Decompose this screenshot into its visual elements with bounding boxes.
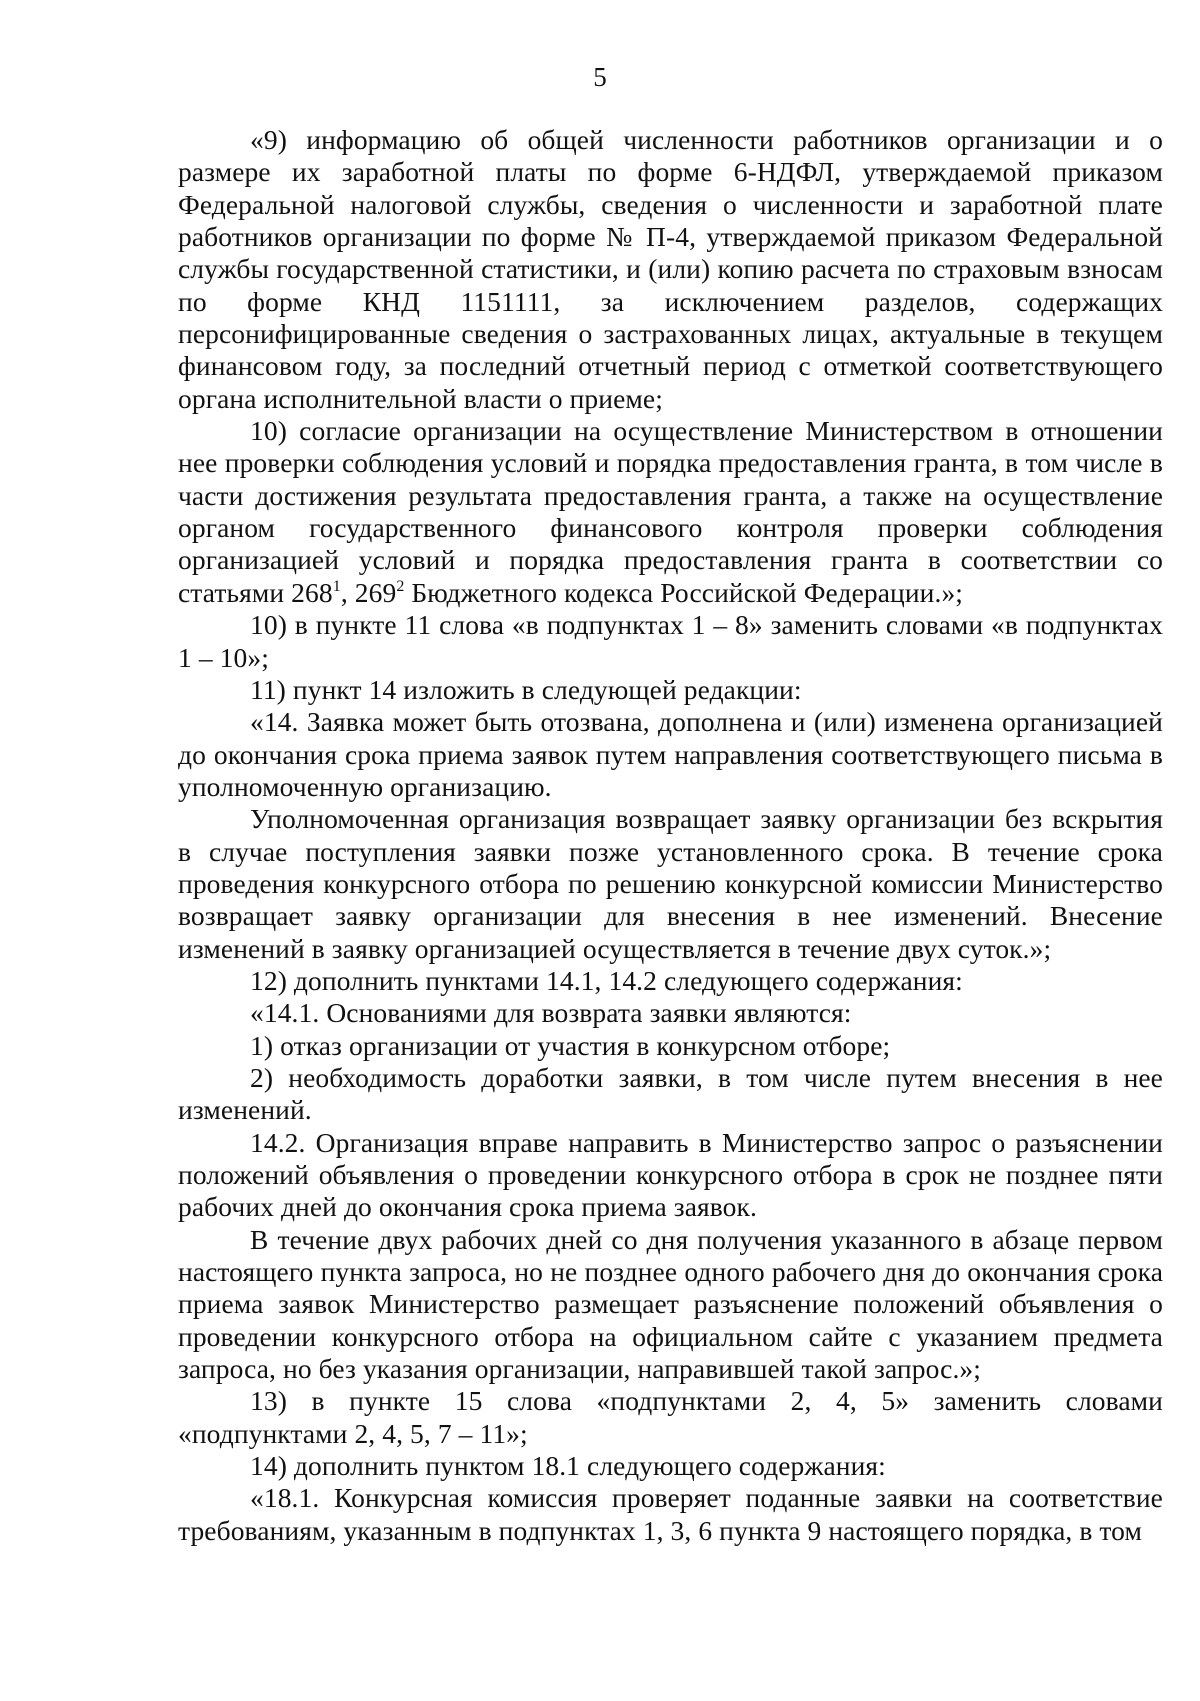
paragraph-clause-18-1: «18.1. Конкурсная комиссия проверяет поданные заявки на соответствие требованиям, указанным в подпунктах 1, 3, 6 пункта 9 настоящего порядка, в том — [178, 1482, 1163, 1546]
paragraph-clause-14: «14. Заявка может быть отозвана, дополнена и (или) изменена организацией до окончания срока приема заявок путем направления соответствующего письма в уполномоченную организацию. — [178, 706, 1163, 802]
paragraph-item-10-consent — [178, 415, 1163, 609]
paragraph-clause-14-1: «14.1. Основаниями для возврата заявки являются: — [250, 997, 852, 1029]
paragraph-text: , 269 — [340, 576, 397, 608]
paragraph-clause-14-1-item-1: 1) отказ организации от участия в конкурсном отборе; — [250, 1029, 891, 1061]
superscript: 2 — [396, 577, 405, 595]
paragraph-item-9: «9) информацию об общей численности работников организации и о размере их заработной платы по форме 6-НДФЛ, утверждаемой приказом Федеральной налоговой службы, сведения о численности и заработной плате работников организации по форме № П-4, утверждаемой приказом Федеральной службы государственной статистики, и (или) копию расчета по страховым взносам по форме КНД 1151111, за исключением разделов, содержащих персонифицированные сведения о застрахованных лицах, актуальные в текущем финансовом году, за последний отчетный период с отметкой соответствующего органа исполнительной власти о приеме; — [178, 124, 1163, 414]
page-number: 5 — [593, 62, 607, 92]
paragraph-amendment-11: 11) пункт 14 изложить в следующей редакции: — [250, 673, 802, 705]
paragraph-clause-14-part-2: Уполномоченная организация возвращает заявку организации без вскрытия в случае поступления заявки позже установленного срока. В течение срока проведения конкурсного отбора по решению конкурсной комиссии Министерство возвращает заявку организации для внесения в нее изменений. Внесение изменений в заявку организацией осуществляется в течение двух суток.»; — [178, 803, 1163, 964]
paragraph-amendment-13: 13) в пункте 15 слова «подпунктами 2, 4, 5» заменить словами «подпунктами 2, 4, 5, 7 – 11»; — [178, 1385, 1163, 1449]
paragraph-clause-14-1-item-2: 2) необходимость доработки заявки, в том числе путем внесения в нее изменений. — [178, 1061, 1163, 1126]
paragraph-text: Бюджетного кодекса Российской Федерации.»; — [404, 576, 964, 608]
superscript: 1 — [332, 577, 341, 595]
paragraph-clause-14-2-part-2: В течение двух рабочих дней со дня получения указанного в абзаце первом настоящего пункта запроса, но не позднее одного рабочего дня до окончания срока приема заявок Министерство размещает разъяснение положений объявления о проведении конкурсного отбора на официальном сайте с указанием предмета запроса, но без указания организации, направившей такой запрос.»; — [178, 1223, 1163, 1385]
paragraph-amendment-12: 12) дополнить пунктами 14.1, 14.2 следующего содержания: — [250, 964, 963, 996]
paragraph-amendment-14: 14) дополнить пунктом 18.1 следующего содержания: — [250, 1450, 886, 1482]
paragraph-amendment-10: 10) в пункте 11 слова «в подпунктах 1 – 8» заменить словами «в подпунктах 1 – 10»; — [178, 609, 1163, 673]
paragraph-clause-14-2: 14.2. Организация вправе направить в Министерство запрос о разъяснении положений объявления о проведении конкурсного отбора в срок не позднее пяти рабочих дней до окончания срока приема заявок. — [178, 1126, 1163, 1223]
paragraph-text: 10) согласие организации на осуществление Министерством в отношении нее проверки соблюдения условий и порядка предоставления гранта, в том числе в части достижения результата предоставления гранта, а также на осуществление органом государственного финансового контроля проверки соблюдения организацией условий и порядка предоставления гранта в соответствии со статьями 268 — [178, 415, 1163, 608]
document-body — [178, 124, 1163, 1547]
